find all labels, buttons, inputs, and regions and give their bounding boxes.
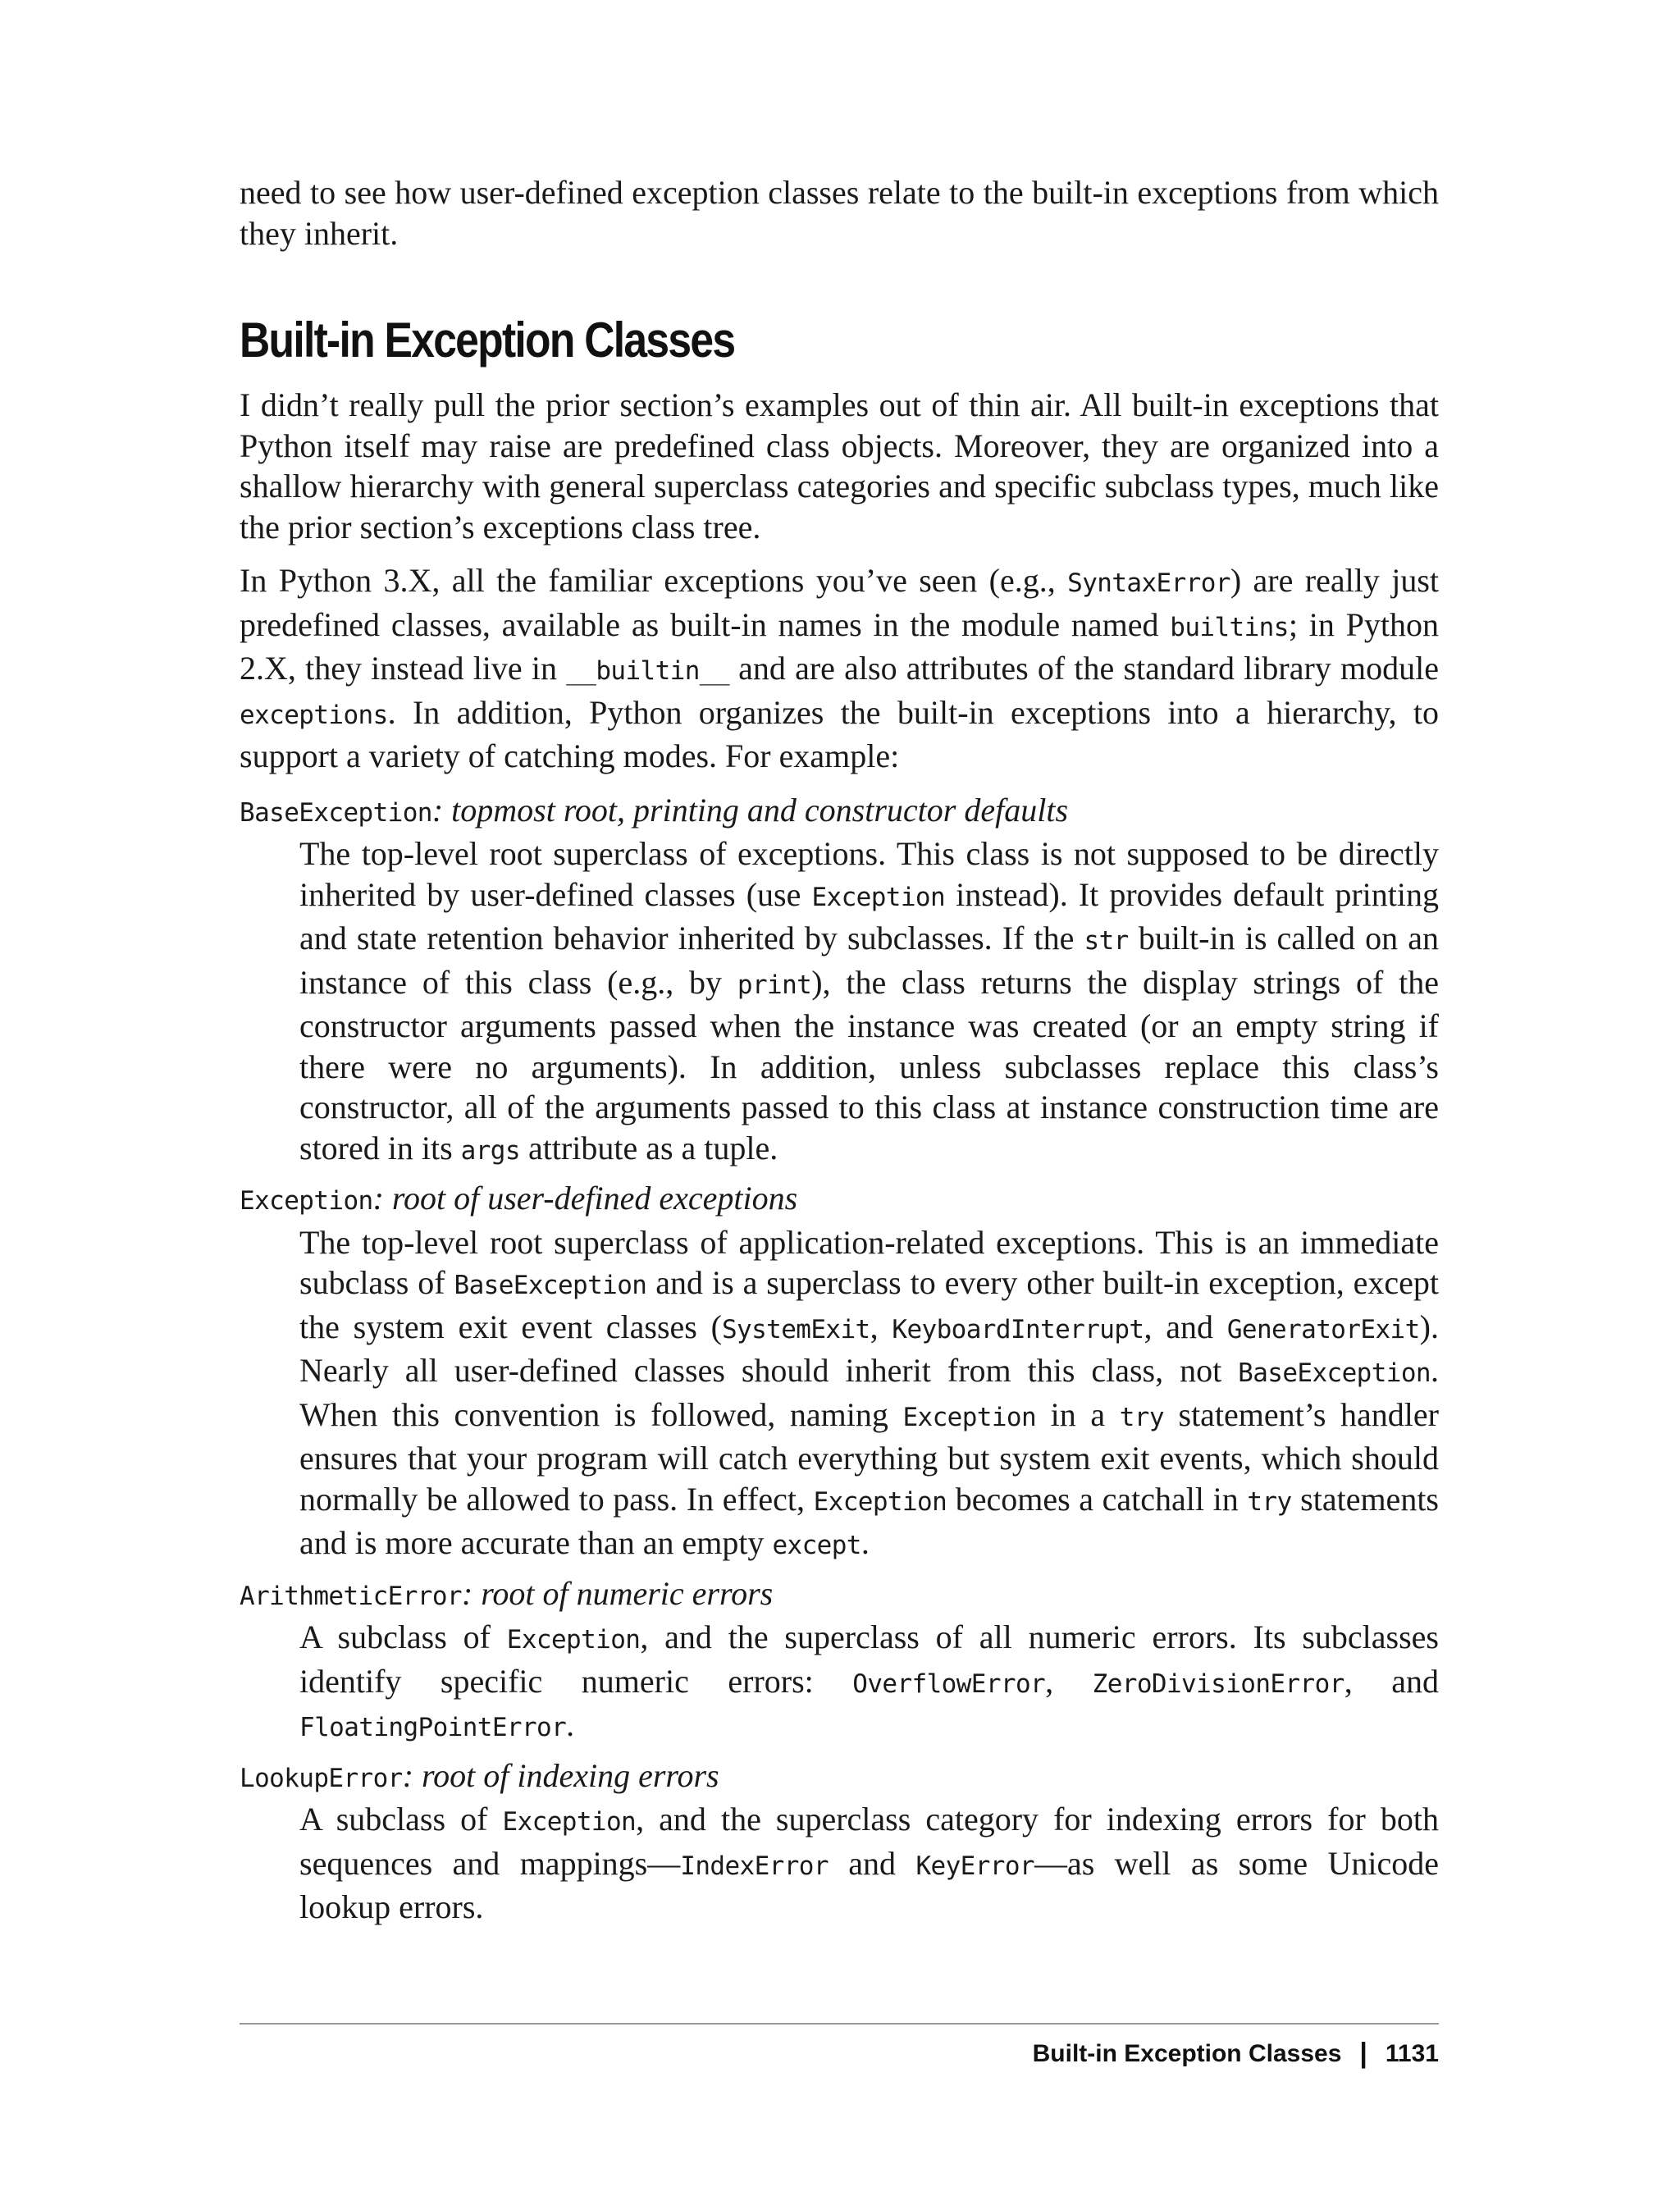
page-number: 1131 — [1385, 2039, 1439, 2067]
definition-exception: The top-level root superclass of application-related exceptions. This is an immediate subclass of BaseException and is a superclass to every other built-in exception, except the system exit event classes (SystemExit, KeyboardInterrupt, and GeneratorExit). Nearly all user-defined classes should inherit from this class, not BaseException. When this convention is followed, naming Exception in a try statement’s handler ensures that your program will catch everything but system exit events, which should normally be allowed to pass. In effect, Exception becomes a catchall in try statements and is more accurate than an empty except. — [299, 1223, 1440, 1561]
footer-separator: | — [1359, 2038, 1367, 2069]
running-footer-title: Built-in Exception Classes — [1032, 2039, 1342, 2067]
code-builtins: builtins — [1170, 612, 1289, 642]
paragraph-1: I didn’t really pull the prior section’s examples out of thin air. All built-in exceptions that Python itself may raise are predefined class objects. Moreover, they are organized into a shallow hierarchy with general superclass categories and specific subclass types, much like the prior section’s exceptions class tree. — [240, 386, 1439, 546]
term-arithmeticerror: ArithmeticError: root of numeric errors — [240, 1574, 774, 1612]
definition-baseexception: The top-level root superclass of exceptions. This class is not supposed to be directly inherited by user-defined classes (use Exception instead). It provides default printing and state retention behavior inherited by subclasses. If the str built-in is called on an instance of this class (e.g., by print), the class returns the display strings of the constructor arguments passed when the instance was created (or an empty string if there were no arguments). In addition, unless subclasses replace this class’s constructor, all of the arguments passed to this class at instance construction time are stored in its args attribute as a tuple. — [299, 835, 1439, 1166]
term-baseexception: BaseException: topmost root, printing and constructor defaults — [240, 791, 1069, 829]
code-builtin: __builtin__ — [566, 656, 729, 686]
definition-arithmeticerror: A subclass of Exception, and the superclass of all numeric errors. Its subclasses identify specific numeric errors: OverflowError, ZeroDivisionError, and FloatingPointError. — [299, 1618, 1439, 1743]
section-heading: Built-in Exception Classes — [240, 313, 735, 368]
page-footer — [1033, 2038, 1439, 2070]
definition-lookuperror: A subclass of Exception, and the superclass category for indexing errors for both sequences and mappings—IndexError and KeyError—as well as some Unicode lookup errors. — [299, 1801, 1439, 1925]
code-exceptions: exceptions — [240, 700, 388, 730]
term-lookuperror: LookupError: root of indexing errors — [240, 1756, 719, 1794]
intro-paragraph: need to see how user-defined exception classes relate to the built-in exceptions from which they inherit. — [240, 174, 1439, 252]
footer-divider — [240, 2023, 1439, 2025]
paragraph-2: In Python 3.X, all the familiar exceptions you’ve seen (e.g., SyntaxError) are really just predefined classes, available as built-in names in the module named builtins; in Python 2.X, they instead live in __builtin__ and are also attributes of the standard library module exceptions. In addition, Python organizes the built-in exceptions into a hierarchy, to support a variety of catching modes. For example: — [240, 562, 1439, 774]
code-syntaxerror: SyntaxError — [1067, 568, 1230, 598]
term-exception: Exception: root of user-defined exceptions — [240, 1180, 798, 1217]
page-body — [240, 172, 1439, 1934]
